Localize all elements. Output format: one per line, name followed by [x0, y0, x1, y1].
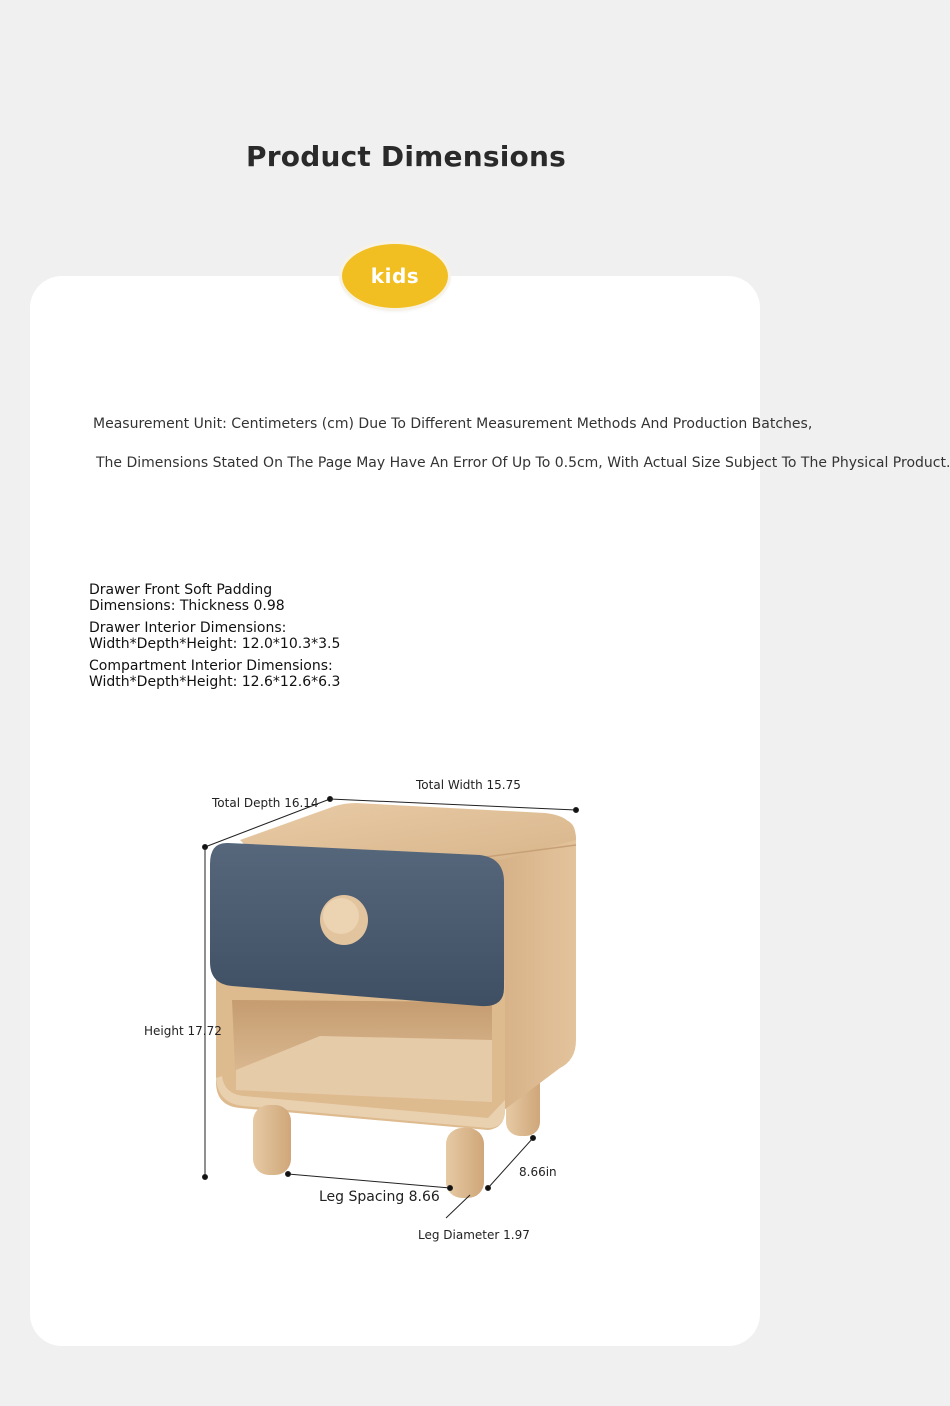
label-total-depth: Total Depth 16.14 [212, 796, 319, 810]
page-title: Product Dimensions [246, 140, 566, 173]
spec-drawer-interior: Drawer Interior Dimensions: Width*Depth*Height: 12.0*10.3*3.5 [89, 620, 341, 652]
measurement-note-line-1: Measurement Unit: Centimeters (cm) Due To Different Measurement Methods And Production Batches, [93, 416, 813, 432]
measurement-note-line-2: The Dimensions Stated On The Page May Have An Error Of Up To 0.5cm, With Actual Size Subject To The Physical Product. [96, 455, 950, 471]
leg-front-left [253, 1105, 291, 1175]
spec-compartment-interior: Compartment Interior Dimensions: Width*Depth*Height: 12.6*12.6*6.3 [89, 658, 341, 690]
label-side-leg-spacing: 8.66in [519, 1165, 557, 1179]
spec-drawer-padding: Drawer Front Soft Padding Dimensions: Thickness 0.98 [89, 582, 285, 614]
badge-label: kids [370, 264, 420, 288]
label-leg-spacing: Leg Spacing 8.66 [319, 1189, 440, 1205]
label-height: Height 17.72 [144, 1024, 222, 1038]
label-total-width: Total Width 15.75 [416, 778, 521, 792]
label-leg-diameter: Leg Diameter 1.97 [418, 1228, 530, 1242]
